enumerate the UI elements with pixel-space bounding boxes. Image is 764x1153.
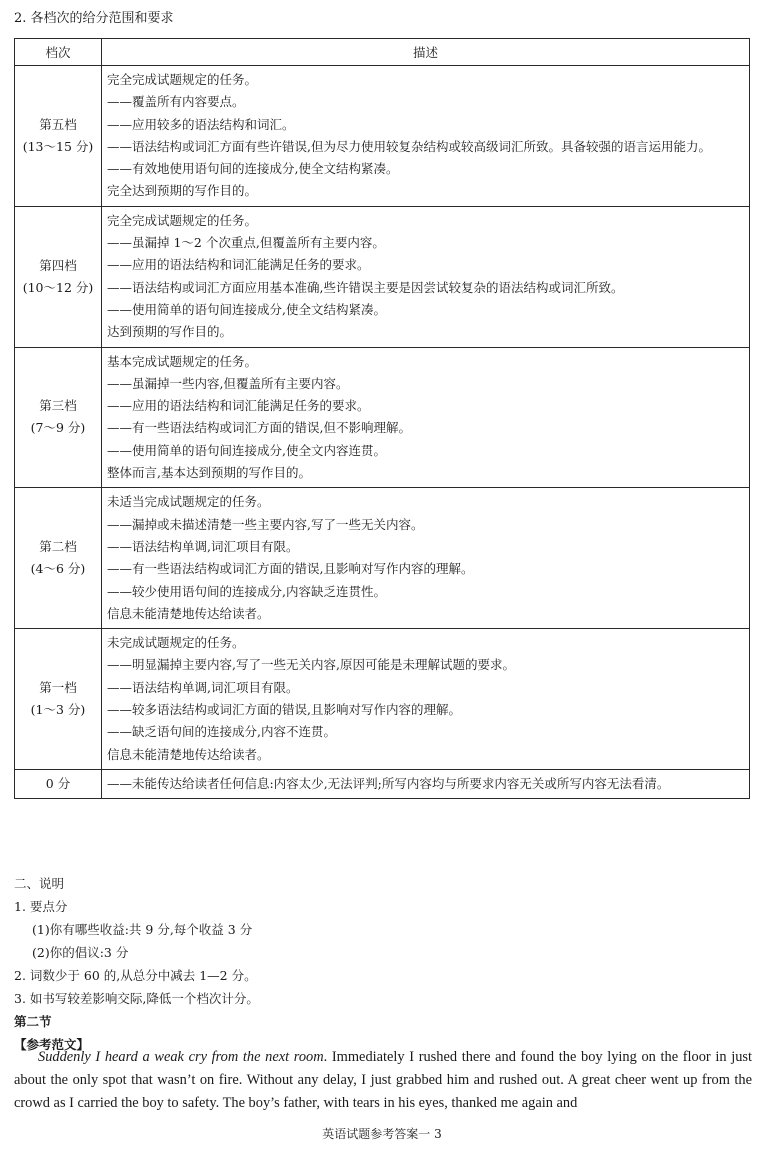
description-line: 基本完成试题规定的任务。 bbox=[107, 353, 258, 369]
level-range: (13～15 分) bbox=[22, 138, 94, 154]
description-line: ——使用简单的语句间连接成分,使全文内容连贯。 bbox=[107, 442, 386, 458]
level-name: 0 分 bbox=[45, 776, 71, 792]
description-line: 达到预期的写作目的。 bbox=[107, 324, 233, 340]
description-line: 未完成试题规定的任务。 bbox=[107, 635, 245, 651]
level-name: 第一档 bbox=[39, 680, 77, 696]
description-line: ——有一些语法结构或词汇方面的错误,且影响对写作内容的理解。 bbox=[107, 561, 474, 577]
level-cell bbox=[15, 206, 102, 347]
description-cell bbox=[102, 769, 750, 798]
description-line: ——有效地使用语句间的连接成分,使全文结构紧凑。 bbox=[107, 161, 399, 177]
table-row bbox=[15, 488, 750, 629]
table-header-row bbox=[15, 39, 750, 66]
header-level: 档次 bbox=[15, 39, 102, 66]
description-cell bbox=[102, 488, 750, 629]
note-subitem: (1)你有哪些收益:共 9 分,每个收益 3 分 bbox=[32, 922, 253, 937]
description-line: ——有一些语法结构或词汇方面的错误,但不影响理解。 bbox=[107, 420, 411, 436]
description-line: ——未能传达给读者任何信息:内容太少,无法评判;所写内容均与所要求内容无关或所写内容无法看清。 bbox=[107, 775, 670, 791]
description-line: ——较少使用语句间的连接成分,内容缺乏连贯性。 bbox=[107, 583, 386, 599]
description-line: 信息未能清楚地传达给读者。 bbox=[107, 605, 270, 621]
description-cell bbox=[102, 347, 750, 488]
description-line: ——虽漏掉 1～2 个次重点,但覆盖所有主要内容。 bbox=[107, 235, 385, 251]
description-line: ——应用较多的语法结构和词汇。 bbox=[107, 116, 295, 132]
level-name: 第五档 bbox=[39, 116, 77, 132]
description-line: ——较多语法结构或词汇方面的错误,且影响对写作内容的理解。 bbox=[107, 702, 461, 718]
level-range: (7～9 分) bbox=[30, 420, 86, 436]
sample-essay bbox=[14, 1046, 752, 1115]
description-line: ——明显漏掉主要内容,写了一些无关内容,原因可能是未理解试题的要求。 bbox=[107, 657, 515, 673]
table-row bbox=[15, 769, 750, 798]
level-range: (1～3 分) bbox=[30, 702, 86, 718]
level-range: (10～12 分) bbox=[22, 279, 94, 295]
description-line: ——应用的语法结构和词汇能满足任务的要求。 bbox=[107, 398, 370, 414]
description-line: 整体而言,基本达到预期的写作目的。 bbox=[107, 465, 311, 481]
note-item: 1. 要点分 bbox=[14, 899, 68, 914]
table-row bbox=[15, 66, 750, 207]
table-row bbox=[15, 206, 750, 347]
header-description: 描述 bbox=[102, 39, 750, 66]
section-title: 2. 各档次的给分范围和要求 bbox=[14, 11, 174, 26]
table-row bbox=[15, 347, 750, 488]
section-heading: 第二节 bbox=[14, 1014, 52, 1029]
description-line: 完全完成试题规定的任务。 bbox=[107, 212, 258, 228]
description-cell bbox=[102, 629, 750, 770]
grading-table bbox=[14, 38, 750, 799]
level-range: (4～6 分) bbox=[30, 561, 86, 577]
level-cell bbox=[15, 347, 102, 488]
description-line: 信息未能清楚地传达给读者。 bbox=[107, 746, 270, 762]
essay-opening-sentence: Suddenly I heard a weak cry from the next room bbox=[38, 1049, 324, 1065]
description-cell bbox=[102, 206, 750, 347]
sample-essay-heading: 【参考范文】 bbox=[14, 1037, 90, 1052]
description-line: ——覆盖所有内容要点。 bbox=[107, 94, 245, 110]
description-line: ——语法结构或词汇方面应用基本准确,些许错误主要是因尝试较复杂的语法结构或词汇所致。 bbox=[107, 279, 624, 295]
level-name: 第三档 bbox=[39, 398, 77, 414]
description-line: ——语法结构单调,词汇项目有限。 bbox=[107, 538, 299, 554]
description-line: ——使用简单的语句间连接成分,使全文结构紧凑。 bbox=[107, 301, 386, 317]
description-line: 完全完成试题规定的任务。 bbox=[107, 72, 258, 87]
description-cell bbox=[102, 66, 750, 207]
description-line: 完全达到预期的写作目的。 bbox=[107, 183, 258, 199]
level-cell bbox=[15, 629, 102, 770]
level-cell bbox=[15, 66, 102, 207]
description-line: ——应用的语法结构和词汇能满足任务的要求。 bbox=[107, 257, 370, 273]
description-line: ——虽漏掉一些内容,但覆盖所有主要内容。 bbox=[107, 375, 349, 391]
table-row bbox=[15, 629, 750, 770]
notes-heading: 二、说明 bbox=[14, 876, 65, 891]
note-item: 3. 如书写较差影响交际,降低一个档次计分。 bbox=[14, 991, 259, 1006]
description-line: ——漏掉或未描述清楚一些主要内容,写了一些无关内容。 bbox=[107, 516, 424, 532]
description-line: ——缺乏语句间的连接成分,内容不连贯。 bbox=[107, 724, 336, 740]
description-line: 未适当完成试题规定的任务。 bbox=[107, 494, 270, 510]
level-name: 第四档 bbox=[39, 257, 77, 273]
description-line: ——语法结构或词汇方面有些许错误,但为尽力使用较复杂结构或较高级词汇所致。具备较强的语言运用能力。 bbox=[107, 138, 711, 154]
level-cell bbox=[15, 488, 102, 629]
level-name: 第二档 bbox=[39, 539, 77, 555]
essay-body: . Immediately I rushed there and found the boy lying on the floor in just about the only spot that wasn’t on fire. Without any delay, I just grabbed him and rushed out. A great cheer went up from the crowd as I carried the boy to safety. The boy’s father, with tears in his eyes, thanked me again and bbox=[14, 1049, 752, 1111]
level-cell bbox=[15, 769, 102, 798]
note-item: 2. 词数少于 60 的,从总分中减去 1—2 分。 bbox=[14, 968, 257, 983]
description-line: ——语法结构单调,词汇项目有限。 bbox=[107, 679, 299, 695]
note-subitem: (2)你的倡议:3 分 bbox=[32, 945, 129, 960]
notes-section bbox=[14, 872, 754, 1056]
page-footer: 英语试题参考答案一 3 bbox=[322, 1127, 442, 1141]
